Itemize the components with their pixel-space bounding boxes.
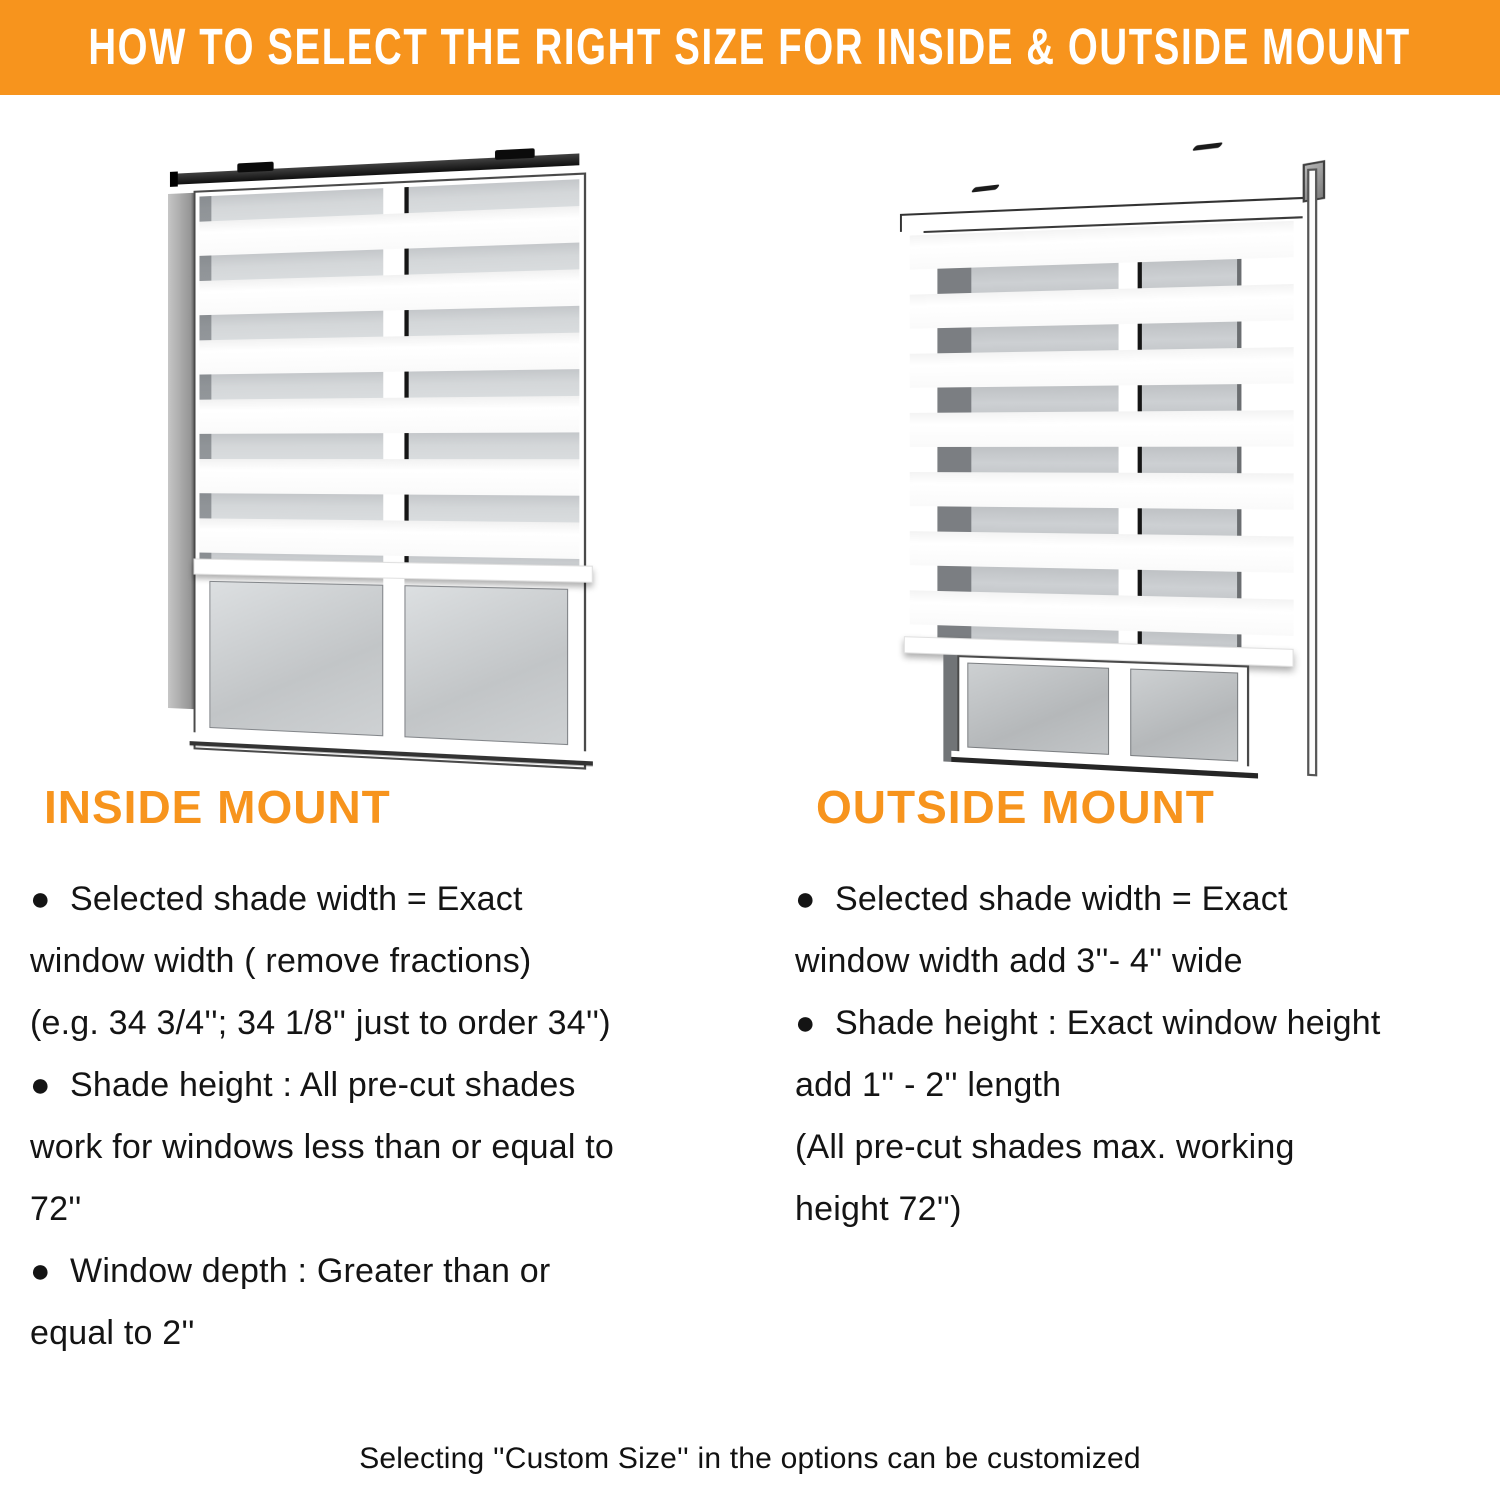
window-frame-edge-through-sheer xyxy=(937,233,971,638)
center-mullion xyxy=(383,578,404,743)
window-frame xyxy=(194,172,587,769)
outside-mount-heading: OUTSIDE MOUNT xyxy=(816,781,1215,833)
outside-mount-illustration xyxy=(898,140,1306,765)
lower-window xyxy=(199,575,579,763)
mullion-shadow-slit xyxy=(404,187,408,562)
mullion-shadow-slit xyxy=(1138,227,1142,644)
zebra-shade xyxy=(910,221,1294,649)
body-line: 72'' xyxy=(30,1190,82,1228)
wall-top-line xyxy=(900,197,1312,216)
inside-mount-text xyxy=(30,868,750,1364)
body-line: ● Selected shade width = Exact xyxy=(795,880,1288,918)
wall-screw-dash xyxy=(1192,142,1224,151)
outside-mount-window xyxy=(898,116,1327,789)
banner-title-text: HOW TO SELECT THE RIGHT SIZE FOR INSIDE & OUTSIDE MOUNT xyxy=(88,19,1412,76)
glass-pane-right xyxy=(1130,669,1238,762)
center-mullion xyxy=(1111,663,1128,761)
body-line: ● Shade height : Exact window height xyxy=(795,1004,1381,1042)
zebra-shade xyxy=(199,179,579,565)
headrail-endcap xyxy=(170,172,178,187)
body-line: equal to 2'' xyxy=(30,1314,195,1352)
center-mullion-through-sheer xyxy=(383,187,404,562)
center-mullion-through-sheer xyxy=(1119,227,1138,644)
glass-pane-left xyxy=(209,581,383,736)
body-line: (e.g. 34 3/4''; 34 1/8'' just to order 34'') xyxy=(30,1004,611,1042)
body-line: work for windows less than or equal to xyxy=(30,1128,614,1166)
body-line: add 1'' - 2'' length xyxy=(795,1066,1062,1104)
mounting-clip xyxy=(237,162,273,173)
glass-pane-left xyxy=(967,663,1109,755)
wall-edge xyxy=(168,193,194,709)
body-line: window width add 3''- 4'' wide xyxy=(795,942,1243,980)
body-line: (All pre-cut shades max. working xyxy=(795,1128,1295,1166)
wall-line-tick xyxy=(900,214,902,232)
body-line: ● Window depth : Greater than or xyxy=(30,1252,551,1290)
body-line: ● Shade height : All pre-cut shades xyxy=(30,1066,576,1104)
glass-pane-right xyxy=(404,585,568,745)
title-banner xyxy=(0,0,1500,95)
window-frame xyxy=(957,655,1249,778)
wall-screw-dash xyxy=(971,184,1000,192)
outside-mount-text xyxy=(795,868,1495,1240)
frame-reveal-shadow xyxy=(199,196,211,559)
side-trim xyxy=(1307,168,1317,776)
frame-shadow-left xyxy=(943,655,957,763)
inside-mount-window xyxy=(168,127,588,785)
custom-size-note: Selecting ''Custom Size'' in the options can be customized xyxy=(359,1442,1141,1475)
body-line: ● Selected shade width = Exact xyxy=(30,880,523,918)
inside-mount-illustration xyxy=(168,150,568,762)
inside-mount-heading: INSIDE MOUNT xyxy=(44,781,391,833)
mounting-clip xyxy=(495,148,535,160)
wall-gap-right xyxy=(1241,221,1293,649)
lower-window xyxy=(943,655,1249,778)
body-line: height 72'') xyxy=(795,1190,962,1228)
body-line: window width ( remove fractions) xyxy=(30,942,532,980)
wall-gap-left xyxy=(910,234,938,637)
